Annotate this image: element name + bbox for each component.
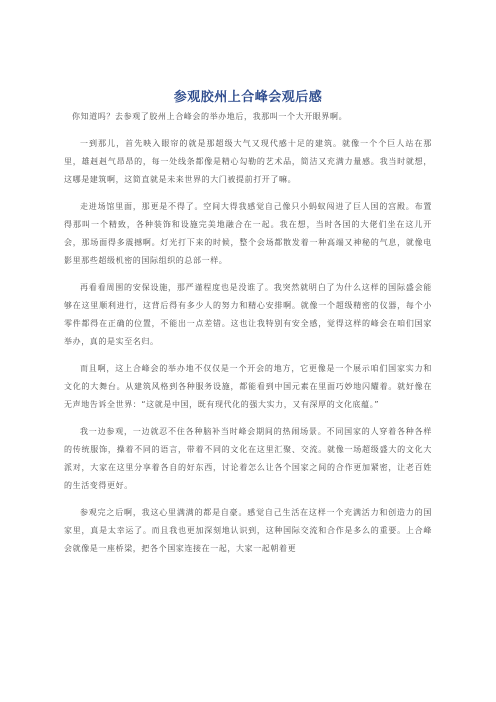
paragraph-culture-stage: 而且啊，这上合峰会的举办地不仅仅是一个开会的地方，它更像是一个展示咱们国家实力和文化的大舞台。从建筑风格到各种服务设施，都能看到中国元素在里面巧妙地闪耀着。就好像在无声地告诉全世界：“这就是中国，既有现代化的强大实力，又有深厚的文化底蕴。” bbox=[64, 364, 432, 409]
paragraph-reflection: 参观完之后啊，我这心里满满的都是自豪。感觉自己生活在这样一个充满活力和创造力的国家里，真是太幸运了。而且我也更加深刻地认识到，这种国际交流和合作是多么的重要。上合峰会就像是一座桥梁，把各个国家连接在一起，大家一起朝着更 bbox=[64, 508, 432, 553]
paragraph-intro: 你知道吗？去参观了胶州上合峰会的举办地后，我那叫一个大开眼界啊。 bbox=[72, 112, 348, 121]
paragraph-security: 再看看周围的安保设施，那严谨程度也是没谁了。我突然就明白了为什么这样的国际盛会能够在这里顺利进行，这背后得有多少人的努力和精心安排啊。就像一个超级精密的仪器，每个小零件都得在正确的位置，不能出一点差错。这也让我特别有安全感，觉得这样的峰会在咱们国家举办，真的是实至名归。 bbox=[64, 283, 432, 346]
document-title: 参观胶州上合峰会观后感 bbox=[173, 90, 323, 105]
document-body bbox=[64, 108, 432, 558]
paragraph-venue-interior: 走进场馆里面，那更是不得了。空间大得我感觉自己像只小蚂蚁闯进了巨人国的宫殿。布置得那叫一个精致，各种装饰和设施完美地融合在一起。我在想，当时各国的大佬们坐在这儿开会，那场面得多震撼啊。灯光打下来的时候，整个会场都散发着一种高端又神秘的气息，就像电影里那些超级机密的国际组织的总部一样。 bbox=[64, 202, 432, 265]
paragraph-architecture: 一到那儿，首先映入眼帘的就是那超级大气又现代感十足的建筑。就像一个个巨人站在那里，雄赳赳气昂昂的，每一处线条都像是精心勾勒的艺术品，简洁又充满力量感。我当时就想，这哪是建筑啊，这简直就是未来世界的大门被提前打开了嘛。 bbox=[64, 139, 432, 184]
paragraph-summit-scene: 我一边参观，一边就忍不住各种脑补当时峰会期间的热闹场景。不同国家的人穿着各种各样的传统服饰，操着不同的语言，带着不同的文化在这里汇聚、交流。就像一场超级盛大的文化大派对，大家在这里分享着各自的好东西，讨论着怎么让各个国家之间的合作更加紧密，让老百姓的生活变得更好。 bbox=[64, 427, 432, 490]
